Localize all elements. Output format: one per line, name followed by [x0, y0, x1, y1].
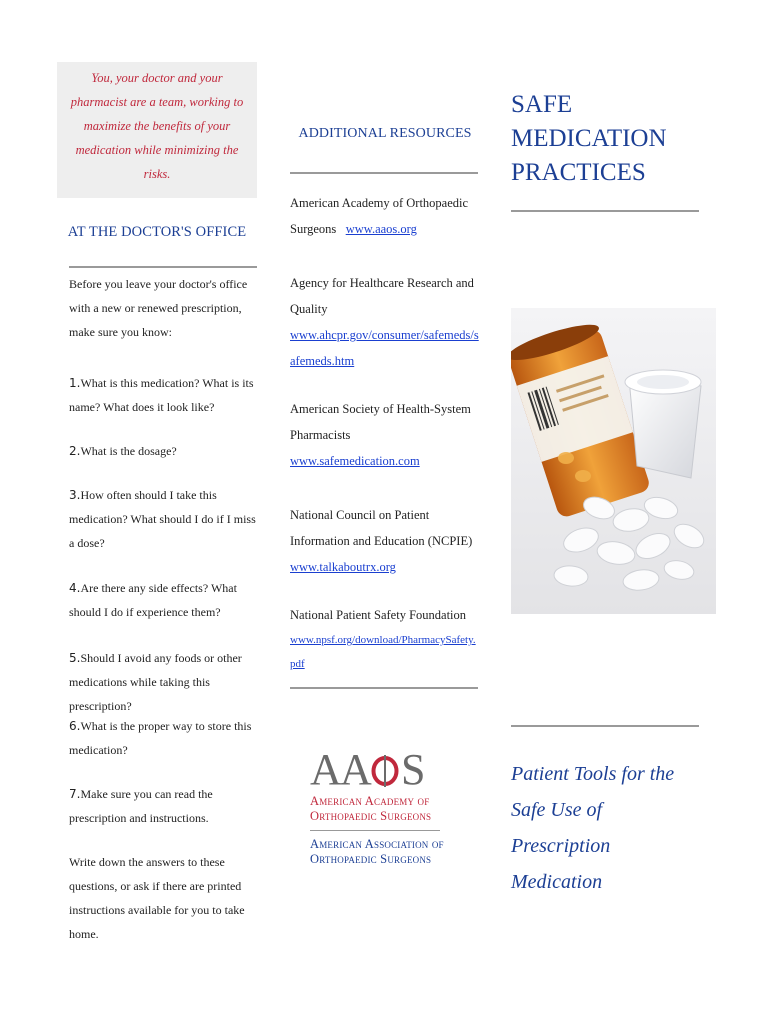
- question-2: 2.What is the dosage?: [69, 444, 177, 458]
- ahcpr-link[interactable]: www.ahcpr.gov/consumer/safemeds/safemeds.htm: [290, 328, 479, 368]
- question-3: 3.How often should I take this medication? What should I do if I miss a dose?: [69, 488, 256, 550]
- brochure-title: SAFE MEDICATION PRACTICES: [511, 91, 667, 186]
- pill-bottle-illustration: [511, 308, 716, 614]
- quote-text: You, your doctor and your pharmacist are a team, working to maximize the benefits of your medication while minimizing the risks.: [70, 71, 244, 181]
- aaos-link[interactable]: www.aaos.org: [345, 222, 417, 236]
- question-6: 6.What is the proper way to store this medication?: [69, 719, 252, 757]
- npsf-link[interactable]: www.npsf.org/download/PharmacySafety.pdf: [290, 634, 476, 670]
- question-4: 4.Are there any side effects? What should I do if experience them?: [69, 581, 237, 619]
- additional-resources-heading: ADDITIONAL RESOURCES: [298, 126, 472, 141]
- divider: [511, 725, 699, 727]
- safemedication-link[interactable]: www.safemedication.com: [290, 454, 420, 468]
- logo-divider: [310, 830, 440, 831]
- divider: [69, 266, 257, 268]
- resource-ashp: American Society of Health-System Pharmacists www.safemedication.com: [290, 402, 471, 468]
- aaos-logo-mark: A A S: [310, 745, 426, 794]
- closing-text: Write down the answers to these questions, or ask if there are printed instructions available for you to take home.: [69, 855, 245, 941]
- divider: [290, 687, 478, 689]
- divider: [290, 172, 478, 174]
- question-1: 1.What is this medication? What is its name? What does it look like?: [69, 376, 254, 414]
- aaos-o-ring-icon: [370, 755, 400, 787]
- intro-text: Before you leave your doctor's office with a new or renewed prescription, make sure you know:: [69, 277, 248, 339]
- resource-ahrq: Agency for Healthcare Research and Quality www.ahcpr.gov/consumer/safemeds/safemeds.htm: [290, 276, 479, 368]
- divider: [511, 210, 699, 212]
- resource-npsf: National Patient Safety Foundation www.npsf.org/download/PharmacySafety.pdf: [290, 602, 480, 676]
- question-5: 5.Should I avoid any foods or other medications while taking this prescription?: [69, 651, 242, 713]
- doctors-office-heading: AT THE DOCTOR'S OFFICE: [67, 224, 247, 240]
- quote-box: [57, 62, 257, 198]
- question-7: 7.Make sure you can read the prescription and instructions.: [69, 787, 213, 825]
- pill-bottle-photo: [511, 308, 716, 614]
- aaos-logo: A A S American Academy of Orthopaedic Surgeons American Association of Orthopaedic Surgeons: [310, 746, 460, 867]
- brochure-subtitle: Patient Tools for the Safe Use of Prescription Medication: [511, 763, 675, 893]
- resource-ncpie: National Council on Patient Information and Education (NCPIE) www.talkaboutrx.org: [290, 508, 473, 574]
- talkaboutrx-link[interactable]: www.talkaboutrx.org: [290, 560, 396, 574]
- resource-aaos: American Academy of Orthopaedic Surgeons www.aaos.org: [290, 196, 469, 236]
